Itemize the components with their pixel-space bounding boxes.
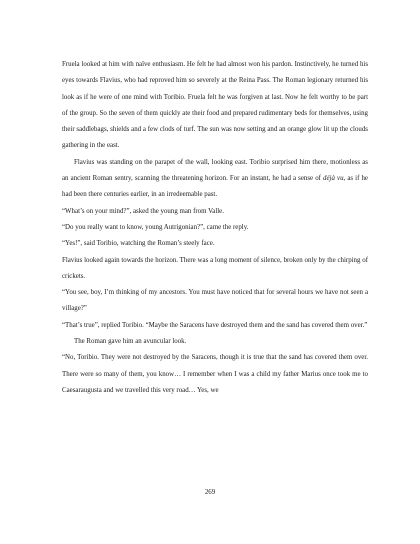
paragraph-2-text: Flavius was standing on the parapet of the wall, looking east. Toribio surprised him there, motionless as an ancient Roman sentry, scanning the threatening horizon. For an instant, he had a sense of [62,158,368,183]
page-number: 269 [204,489,216,496]
paragraph-10: “No, Toribio. They were not destroyed by the Saracens, though it is true that the sand has covered them over. There were so many of them, you know… I remember when I was a child my father Marius once took me to Caesaraugusta and we travelled this very road… Yes, we [62,354,368,394]
paragraph-1: Fruela looked at him with naïve enthusiasm. He felt he had almost won his pardon. Instinctively, he turned his eyes towards Flavius, who had reproved him so severely at the Reina Pass. The Roman legionary returned his look as if he were of one mind with Toribio. Fruela felt he was forgiven at last. Now he felt worthy to be part of the group. So the seven of them quickly ate their food and prepared rudimentary beds for themselves, using their saddlebags, shields and a few clods of turf. The sun was now setting and an orange glow lit up the clouds gathering in the east. [62,61,368,150]
paragraph-2 [62,155,368,204]
paragraph-4: “Do you really want to know, young Autrigonian?”, came the reply. [62,223,249,231]
paragraph-5: “Yes!”, said Toribio, watching the Roman’s steely face. [62,240,215,248]
paragraph-2-text-after: , as if he had been there centuries earlier, in an irredeemable past. [62,175,368,199]
paragraph-3: “What’s on your mind?”, asked the young man from Valle. [62,207,224,215]
paragraph-6: Flavius looked again towards the horizon. There was a long moment of silence, broken only by the chirping of crickets. [62,256,368,280]
paragraph-2-italic: déjà vu [323,175,344,183]
body-text [62,57,368,399]
paragraph-9: The Roman gave him an avuncular look. [74,338,187,346]
paragraph-7: “You see, boy, I’m thinking of my ancestors. You must have noticed that for several hours we have not seen a village?” [62,289,368,313]
paragraph-8: “That’s true”, replied Toribio. “Maybe the Saracens have destroyed them and the sand has covered them over.” [62,321,368,329]
